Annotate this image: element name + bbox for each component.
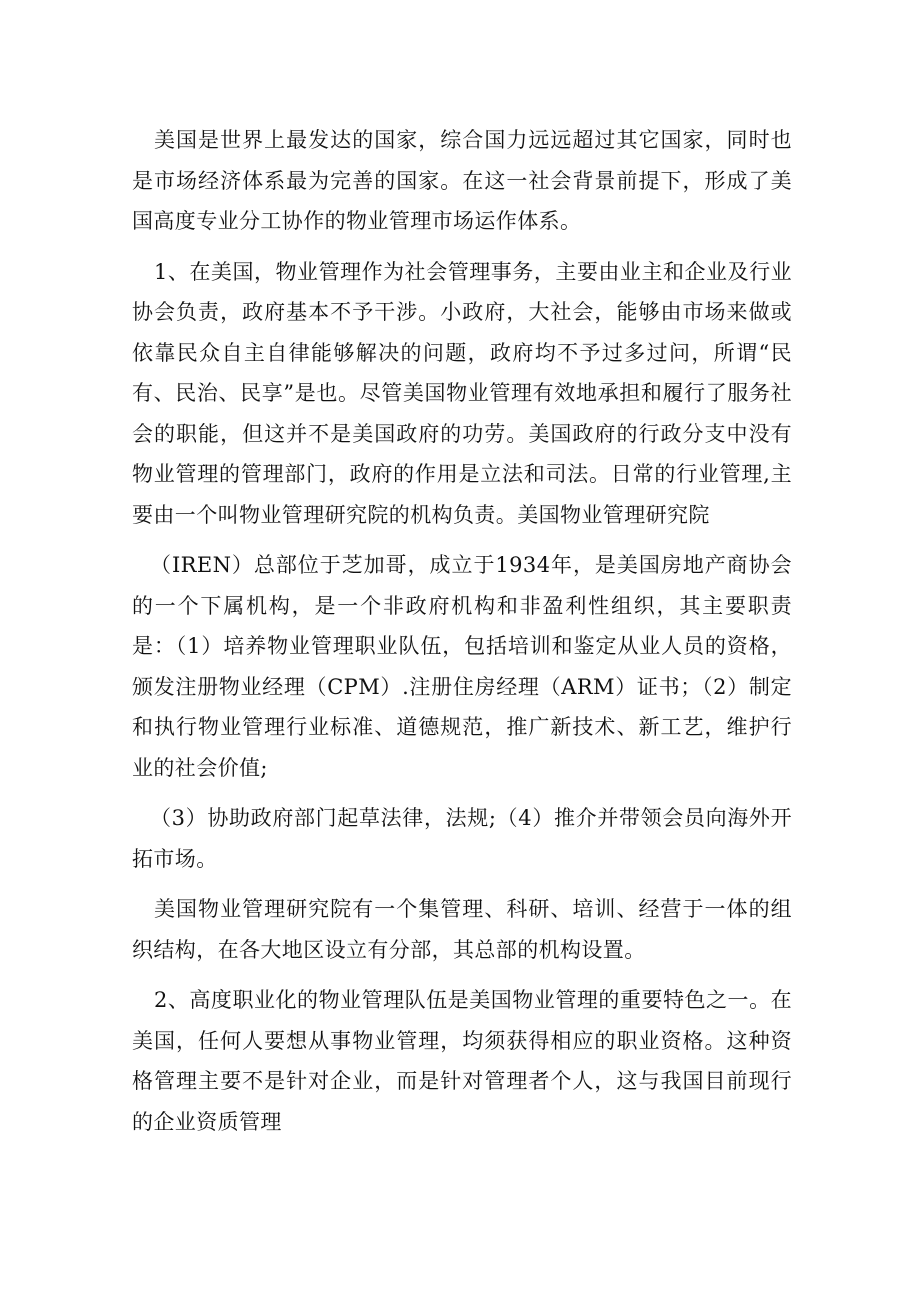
paragraph-duties-continued: （3）协助政府部门起草法律，法规;（4）推介并带领会员向海外开拓市场。	[132, 806, 792, 871]
paragraph-point-2: 2、高度职业化的物业管理队伍是美国物业管理的重要特色之一。在美国，任何人要想从事物业管理，均须获得相应的职业资格。这种资格管理主要不是针对企业，而是针对管理者个人，这与我国目前现行的企业资质管理	[132, 988, 792, 1134]
paragraph-iren: （IREN）总部位于芝加哥，成立于1934年，是美国房地产商协会的一个下属机构，是一个非政府机构和非盈利性组织，其主要职责是：（1）培养物业管理职业队伍，包括培训和鉴定从业人员的资格，颁发注册物业经理（CPM）.注册住房经理（ARM）证书；（2）制定和执行物业管理行业标准、道德规范，推广新技术、新工艺，维护行业的社会价值;	[132, 553, 792, 780]
paragraph-intro: 美国是世界上最发达的国家，综合国力远远超过其它国家，同时也是市场经济体系最为完善的国家。在这一社会背景前提下，形成了美国高度专业分工协作的物业管理市场运作体系。	[132, 128, 792, 233]
document-body	[132, 120, 792, 1152]
paragraph-point-1: 1、在美国，物业管理作为社会管理事务，主要由业主和企业及行业协会负责，政府基本不予干涉。小政府，大社会，能够由市场来做或依靠民众自主自律能够解决的问题，政府均不予过多过问，所谓“民有、民治、民享”是也。尽管美国物业管理有效地承担和履行了服务社会的职能，但这并不是美国政府的功劳。美国政府的行政分支中没有物业管理的管理部门，政府的作用是立法和司法。日常的行业管理,主要由一个叫物业管理研究院的机构负责。美国物业管理研究院	[132, 259, 792, 527]
paragraph-structure: 美国物业管理研究院有一个集管理、科研、培训、经营于一体的组织结构，在各大地区设立有分部，其总部的机构设置。	[132, 897, 792, 962]
